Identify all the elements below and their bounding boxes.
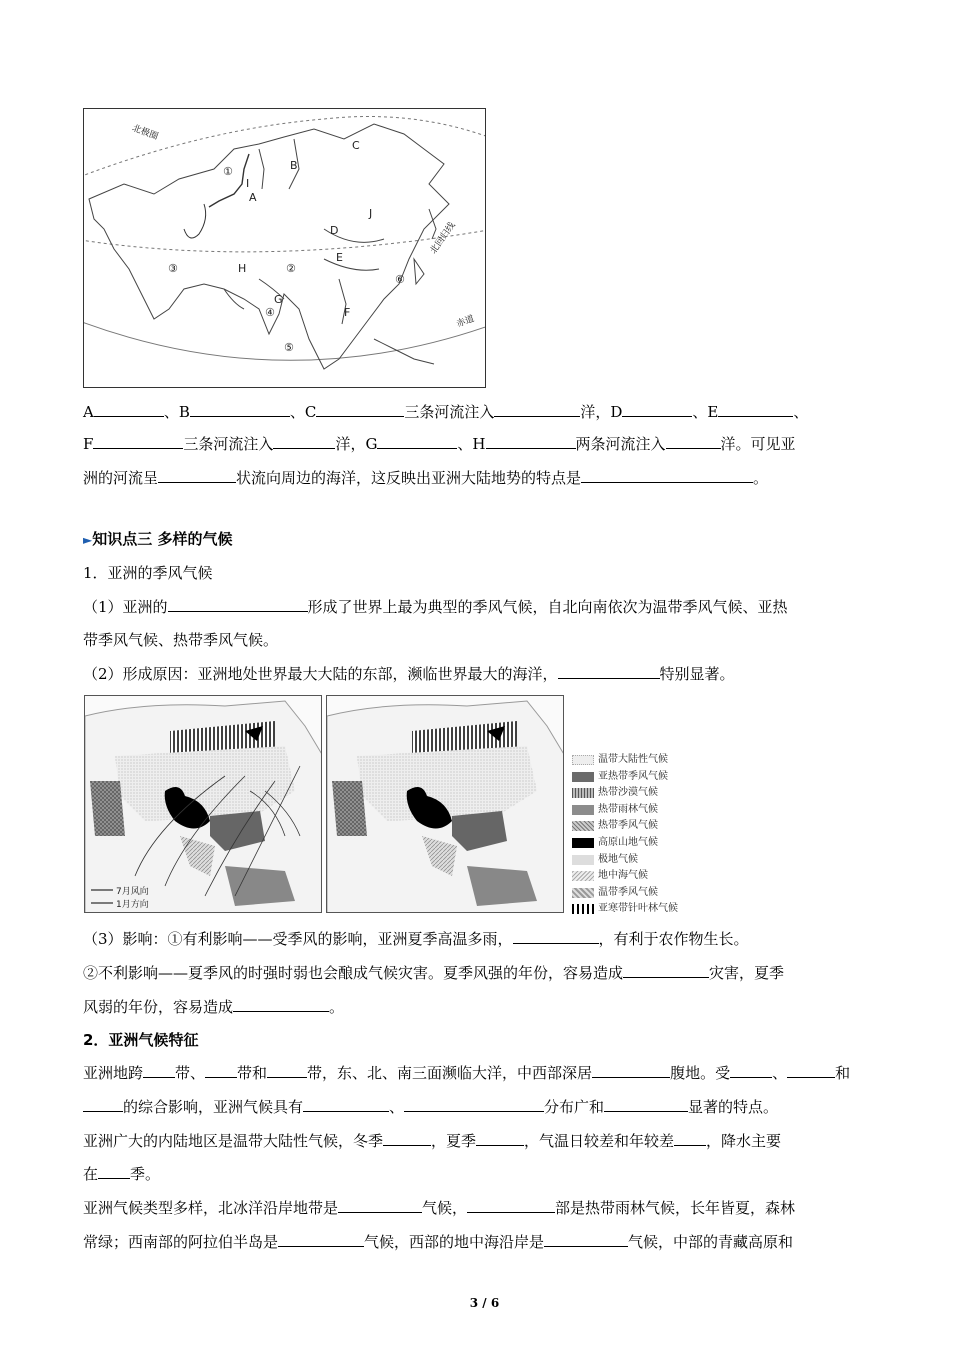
blank-B[interactable]: [190, 402, 290, 417]
blank-D[interactable]: [622, 402, 692, 417]
map-label-F: F: [344, 306, 351, 319]
blank-ocean-1[interactable]: [494, 402, 580, 417]
effects-line-2: ②不利影响——夏季风的时强时弱也会酿成气候灾害。夏季风强的年份，容易造成 灾害，夏季: [83, 964, 785, 982]
map-label-C: C: [352, 139, 360, 152]
legend-item: 高原山地气候: [572, 835, 678, 852]
rivers-question-line-2: F 三条河流注入 洋，G 、H 两条河流注入 洋。可见亚: [83, 435, 796, 453]
blank-land-sea-contrast[interactable]: [558, 664, 660, 679]
legend-swatch: [572, 772, 594, 782]
map-label-2: ②: [286, 262, 296, 275]
blank[interactable]: [730, 1063, 772, 1078]
blank-drought[interactable]: [233, 997, 329, 1012]
para-1-line-2: 带季风气候、热带季风气候。: [83, 631, 279, 649]
legend-item: 热带季风气候: [572, 818, 678, 835]
effects-line-3: 风弱的年份，容易造成 。: [83, 998, 345, 1016]
legend-item: 温带季风气候: [572, 885, 678, 902]
map-label-4: ④: [265, 306, 275, 319]
legend-swatch: [572, 904, 594, 914]
blank[interactable]: [98, 1164, 130, 1179]
rivers-question-line-3: 洲的河流呈 状流向周边的海洋，这反映出亚洲大陆地势的特点是 。: [83, 469, 769, 487]
legend-item: 亚热带季风气候: [572, 769, 678, 786]
climate-features-line-5: 亚洲气候类型多样，北冰洋沿岸地带是 气候， 部是热带雨林气候，长年皆夏，森林: [83, 1199, 796, 1217]
blank-H[interactable]: [486, 434, 576, 449]
legend-item: 亚寒带针叶林气候: [572, 901, 678, 918]
asia-river-map: [83, 108, 486, 388]
map-label-A: A: [249, 191, 257, 204]
blank-A[interactable]: [94, 402, 164, 417]
blank-pattern[interactable]: [158, 468, 236, 483]
legend-swatch: [572, 821, 594, 831]
climate-features-line-1: 亚洲地跨 带、 带和 带，东、北、南三面濒临大洋，中西部深居 腹地。受 、 和: [83, 1064, 851, 1082]
blank[interactable]: [476, 1131, 524, 1146]
map-label-H: H: [238, 262, 247, 275]
para-2: （2）形成原因：亚洲地处世界最大大陆的东部，濒临世界最大的海洋， 特别显著。: [83, 665, 735, 683]
effects-line-1: （3）影响：①有利影响——受季风的影响，亚洲夏季高温多雨， ，有利于农作物生长。: [83, 930, 749, 948]
blank[interactable]: [303, 1097, 389, 1112]
blank[interactable]: [544, 1232, 628, 1247]
map-label-6: ⑥: [395, 273, 405, 286]
legend-item: 极地气候: [572, 852, 678, 869]
blank-ocean-3[interactable]: [666, 434, 721, 449]
legend-swatch: [572, 871, 594, 881]
blank[interactable]: [592, 1063, 670, 1078]
blank-ocean-2[interactable]: [273, 434, 335, 449]
climate-legend: [572, 752, 678, 918]
climate-map-wind: [84, 695, 322, 913]
blank-C[interactable]: [316, 402, 404, 417]
tropic-of-cancer-label: 北回归线: [428, 220, 458, 256]
equator-label: 赤道: [455, 314, 476, 330]
blank[interactable]: [83, 1097, 123, 1112]
wind-january-label: 1月方向: [116, 900, 149, 910]
blank-G[interactable]: [377, 434, 457, 449]
blank[interactable]: [278, 1232, 364, 1247]
map-label-D: D: [330, 224, 339, 237]
map-label-G: G: [274, 293, 283, 306]
blank[interactable]: [205, 1063, 237, 1078]
blank-terrain[interactable]: [581, 468, 753, 483]
blank[interactable]: [467, 1198, 555, 1213]
map-label-5: ⑤: [284, 341, 294, 354]
climate-map-zones: [326, 695, 564, 913]
legend-item: 热带沙漠气候: [572, 785, 678, 802]
blank[interactable]: [338, 1198, 422, 1213]
blank-flood[interactable]: [623, 963, 709, 978]
legend-swatch: [572, 788, 594, 798]
triangle-icon: ►: [83, 533, 93, 547]
blank[interactable]: [604, 1097, 688, 1112]
legend-swatch: [572, 805, 594, 815]
map-label-I: I: [246, 177, 250, 190]
map-label-B: B: [290, 159, 298, 172]
legend-swatch: [572, 888, 594, 898]
blank[interactable]: [267, 1063, 307, 1078]
subheading-climate-features: 2．亚洲气候特征: [83, 1031, 199, 1049]
map-label-E: E: [336, 251, 343, 264]
climate-map-zones-drawing: [327, 696, 564, 913]
blank[interactable]: [674, 1131, 706, 1146]
legend-item: 地中海气候: [572, 868, 678, 885]
subheading-monsoon: 1．亚洲的季风气候: [83, 564, 213, 582]
blank-monsoon-region[interactable]: [168, 597, 308, 612]
blank-F[interactable]: [93, 434, 183, 449]
blank[interactable]: [143, 1063, 175, 1078]
climate-features-line-3: 亚洲广大的内陆地区是温带大陆性气候，冬季 ，夏季 ，气温日较差和年较差 ，降水主要: [83, 1132, 782, 1150]
para-1-line-1: （1）亚洲的 形成了世界上最为典型的季风气候，自北向南依次为温带季风气候、亚热: [83, 598, 788, 616]
rivers-question-line-1: A 、B 、C 三条河流注入 洋，D 、E 、: [83, 403, 809, 421]
blank-rain-heat[interactable]: [513, 929, 599, 944]
blank-E[interactable]: [718, 402, 793, 417]
climate-features-line-6: 常绿；西南部的阿拉伯半岛是 气候，西部的地中海沿岸是 气候，中部的青藏高原和: [83, 1233, 794, 1251]
legend-item: 温带大陆性气候: [572, 752, 678, 769]
section-heading: ►知识点三 多样的气候: [83, 530, 233, 548]
arctic-circle-label: 北极圈: [130, 123, 160, 143]
blank[interactable]: [383, 1131, 431, 1146]
wind-july-label: 7月风向: [116, 887, 149, 897]
climate-map-wind-drawing: [85, 696, 322, 913]
map-label-1: ①: [223, 165, 233, 178]
page-number: 3 / 6: [469, 1296, 500, 1310]
map-label-3: ③: [168, 262, 178, 275]
legend-item: 热带雨林气候: [572, 802, 678, 819]
blank[interactable]: [404, 1097, 544, 1112]
legend-swatch: [572, 838, 594, 848]
climate-features-line-4: 在 季。: [83, 1165, 161, 1183]
legend-swatch: [572, 855, 594, 865]
climate-features-line-2: 的综合影响，亚洲气候具有 、 分布广和 显著的特点。: [83, 1097, 778, 1117]
legend-swatch: [572, 755, 594, 765]
map-label-J: J: [369, 207, 373, 220]
blank[interactable]: [787, 1063, 835, 1078]
